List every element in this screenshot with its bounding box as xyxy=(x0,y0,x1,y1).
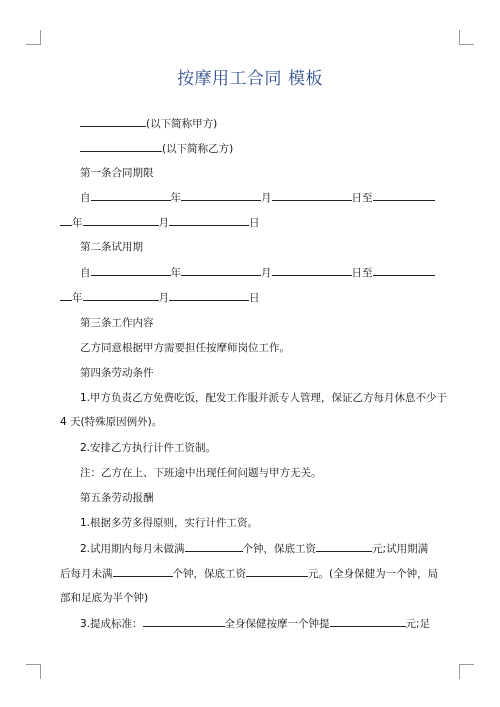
blank xyxy=(91,190,171,201)
crop-mark-bottom-right xyxy=(459,664,474,679)
party-a-label: (以下简称甲方) xyxy=(146,118,218,130)
crop-mark-bottom-left xyxy=(26,664,41,679)
from-label: 自 xyxy=(80,192,91,204)
blank xyxy=(246,566,308,577)
article-2-date-to xyxy=(60,290,440,305)
blank xyxy=(143,616,225,627)
blank xyxy=(272,190,352,201)
page-title: 按摩用工合同 模板 xyxy=(177,69,323,89)
from-label: 自 xyxy=(80,267,91,279)
blank xyxy=(181,190,261,201)
text: 元;足 xyxy=(405,618,431,630)
year-label: 年 xyxy=(170,267,181,279)
article-4-item-1b: 4 天(特殊原因例外)。 xyxy=(60,416,163,428)
blank xyxy=(330,616,406,627)
article-2-date-from xyxy=(60,265,440,280)
month-label: 月 xyxy=(261,192,272,204)
party-a-blank xyxy=(80,116,146,127)
blank xyxy=(169,290,249,301)
text: 元;试用期满 xyxy=(372,543,429,555)
article-4-heading: 第四条劳动条件 xyxy=(80,367,154,379)
blank xyxy=(272,265,352,276)
party-b-label: (以下简称乙方) xyxy=(162,143,234,155)
article-5-item-2-line-2 xyxy=(60,566,440,581)
article-3-text: 乙方同意根据甲方需要担任按摩师岗位工作。 xyxy=(80,342,290,354)
year-label: 年 xyxy=(72,292,83,304)
text: 个钟，保底工资 xyxy=(242,543,317,555)
article-5-item-2-line-1 xyxy=(60,541,440,556)
article-5-item-1: 1.根据多劳多得原则，实行计件工资。 xyxy=(80,517,259,529)
blank xyxy=(83,215,159,226)
text: 2.试用期内每月未做满 xyxy=(80,543,185,555)
article-4-note: 注：乙方在上、下班途中出现任何问题与甲方无关。 xyxy=(80,467,322,479)
article-3-heading: 第三条工作内容 xyxy=(80,317,154,329)
blank xyxy=(60,290,72,301)
crop-mark-top-right xyxy=(459,30,474,45)
blank xyxy=(60,215,72,226)
year-label: 年 xyxy=(72,217,83,229)
crop-mark-top-left xyxy=(26,30,41,45)
year-label: 年 xyxy=(170,192,181,204)
month-label: 月 xyxy=(158,217,169,229)
article-2-heading: 第二条试用期 xyxy=(80,241,143,253)
article-1-date-from xyxy=(60,190,440,205)
blank xyxy=(181,265,261,276)
blank xyxy=(83,290,159,301)
party-b-blank xyxy=(80,141,162,152)
blank xyxy=(316,541,372,552)
blank xyxy=(169,215,249,226)
text: 全身保健按摩一个钟提 xyxy=(224,618,330,630)
text: 3.提成标准： xyxy=(80,618,143,630)
article-5-heading: 第五条劳动报酬 xyxy=(80,492,154,504)
day-label: 日 xyxy=(249,217,260,229)
party-b-line xyxy=(60,141,440,156)
blank xyxy=(373,265,435,276)
article-1-heading: 第一条合同期限 xyxy=(80,167,154,179)
month-label: 月 xyxy=(158,292,169,304)
article-5-item-2-line-3: 部和足底为半个钟) xyxy=(60,592,149,604)
text: 元。(全身保健为一个钟，局 xyxy=(308,568,439,580)
text: 个钟，保底工资 xyxy=(172,568,246,580)
blank xyxy=(91,265,171,276)
article-4-item-1a: 1.甲方负责乙方免费吃饭，配发工作服并派专人管理，保证乙方每月休息不少于 xyxy=(80,392,448,404)
article-1-date-to xyxy=(60,215,440,230)
blank xyxy=(113,566,173,577)
text: 后每月未满 xyxy=(60,568,113,580)
day-label: 日 xyxy=(249,292,260,304)
party-a-line xyxy=(60,116,440,131)
blank xyxy=(185,541,243,552)
article-5-item-3 xyxy=(60,616,440,631)
blank xyxy=(373,190,435,201)
day-to-label: 日至 xyxy=(351,192,373,204)
month-label: 月 xyxy=(261,267,272,279)
article-4-item-2: 2.安排乙方执行计件工资制。 xyxy=(80,442,217,454)
day-to-label: 日至 xyxy=(351,267,373,279)
